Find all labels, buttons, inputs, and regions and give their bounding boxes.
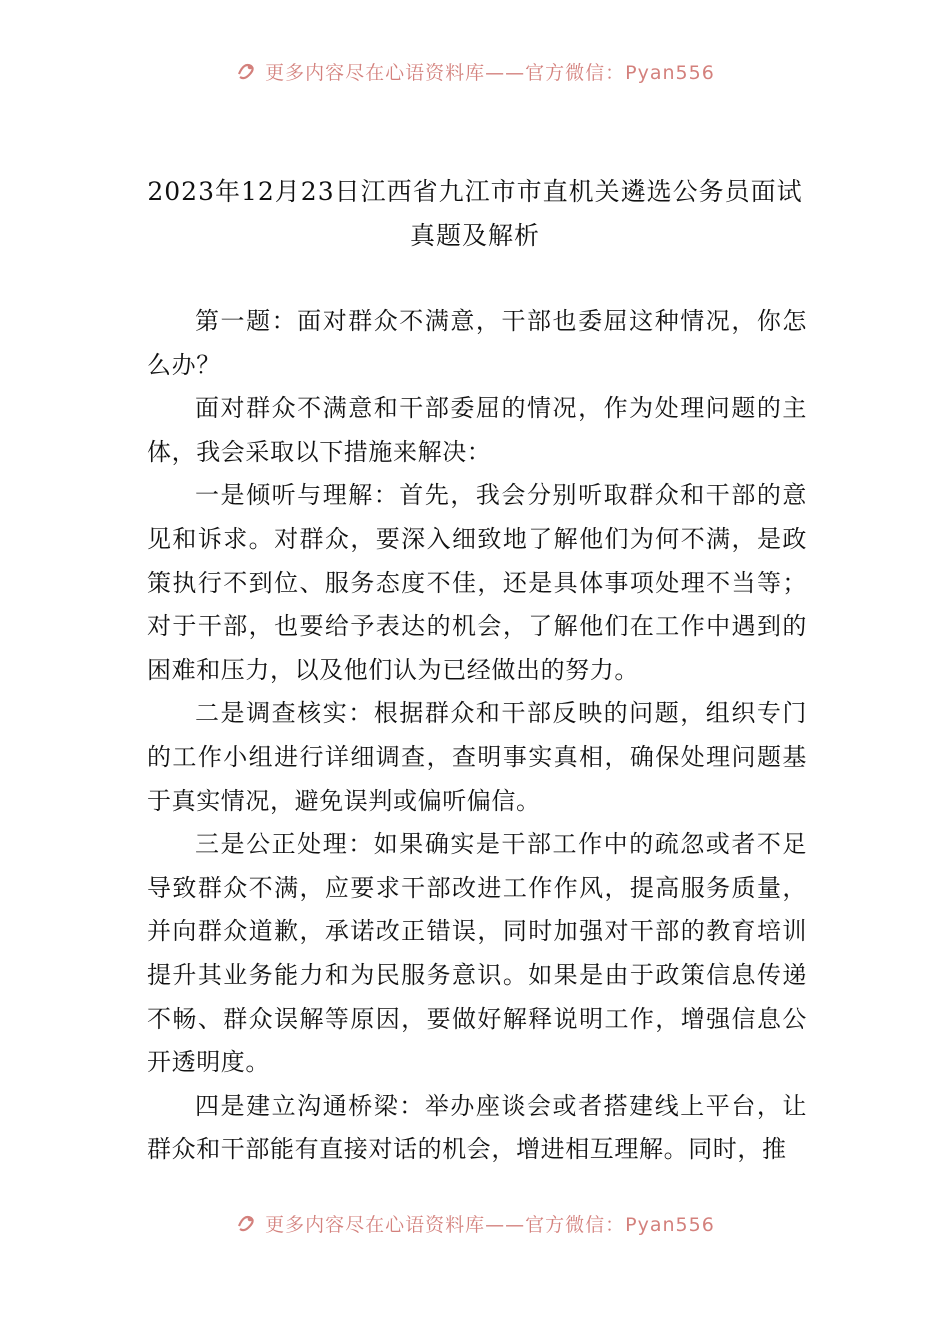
- document-body: [147, 300, 807, 1172]
- title-line-1: 2023年12月23日江西省九江市市直机关遴选公务员面试: [147, 177, 803, 206]
- point-four-paragraph: 四是建立沟通桥梁：举办座谈会或者搭建线上平台，让群众和干部能有直接对话的机会，增进相互理解。同时，推: [147, 1091, 807, 1164]
- watermark-logo-icon: [235, 60, 257, 82]
- intro-paragraph: 面对群众不满意和干部委屈的情况，作为处理问题的主体，我会采取以下措施来解决：: [147, 394, 807, 466]
- question-paragraph: 第一题：面对群众不满意，干部也委屈这种情况，你怎么办？: [147, 307, 807, 379]
- header-watermark-text: 更多内容尽在心语资料库——官方微信：Pyan556: [265, 61, 715, 84]
- point-three-paragraph: 三是公正处理：如果确实是干部工作中的疏忽或者不足导致群众不满，应要求干部改进工作作风，提高服务质量，并向群众道歉，承诺改正错误，同时加强对干部的教育培训提升其业务能力和为民服务意识。如果是由于政策信息传递不畅、群众误解等原因，要做好解释说明工作，增强信息公开透明度。: [147, 830, 807, 1077]
- footer-watermark-text: 更多内容尽在心语资料库——官方微信：Pyan556: [265, 1213, 715, 1236]
- point-one-paragraph: 一是倾听与理解：首先，我会分别听取群众和干部的意见和诉求。对群众，要深入细致地了解他们为何不满，是政策执行不到位、服务态度不佳，还是具体事项处理不当等；对于干部，也要给予表达的机会，了解他们在工作中遇到的困难和压力，以及他们认为已经做出的努力。: [147, 481, 807, 684]
- point-two-paragraph: 二是调查核实：根据群众和干部反映的问题，组织专门的工作小组进行详细调查，查明事实真相，确保处理问题基于真实情况，避免误判或偏听偏信。: [147, 699, 807, 815]
- title-line-2: 真题及解析: [409, 221, 540, 250]
- watermark-logo-icon: [235, 1212, 257, 1234]
- footer-watermark: [0, 1208, 950, 1238]
- header-watermark: [0, 56, 950, 86]
- document-title: [120, 170, 830, 258]
